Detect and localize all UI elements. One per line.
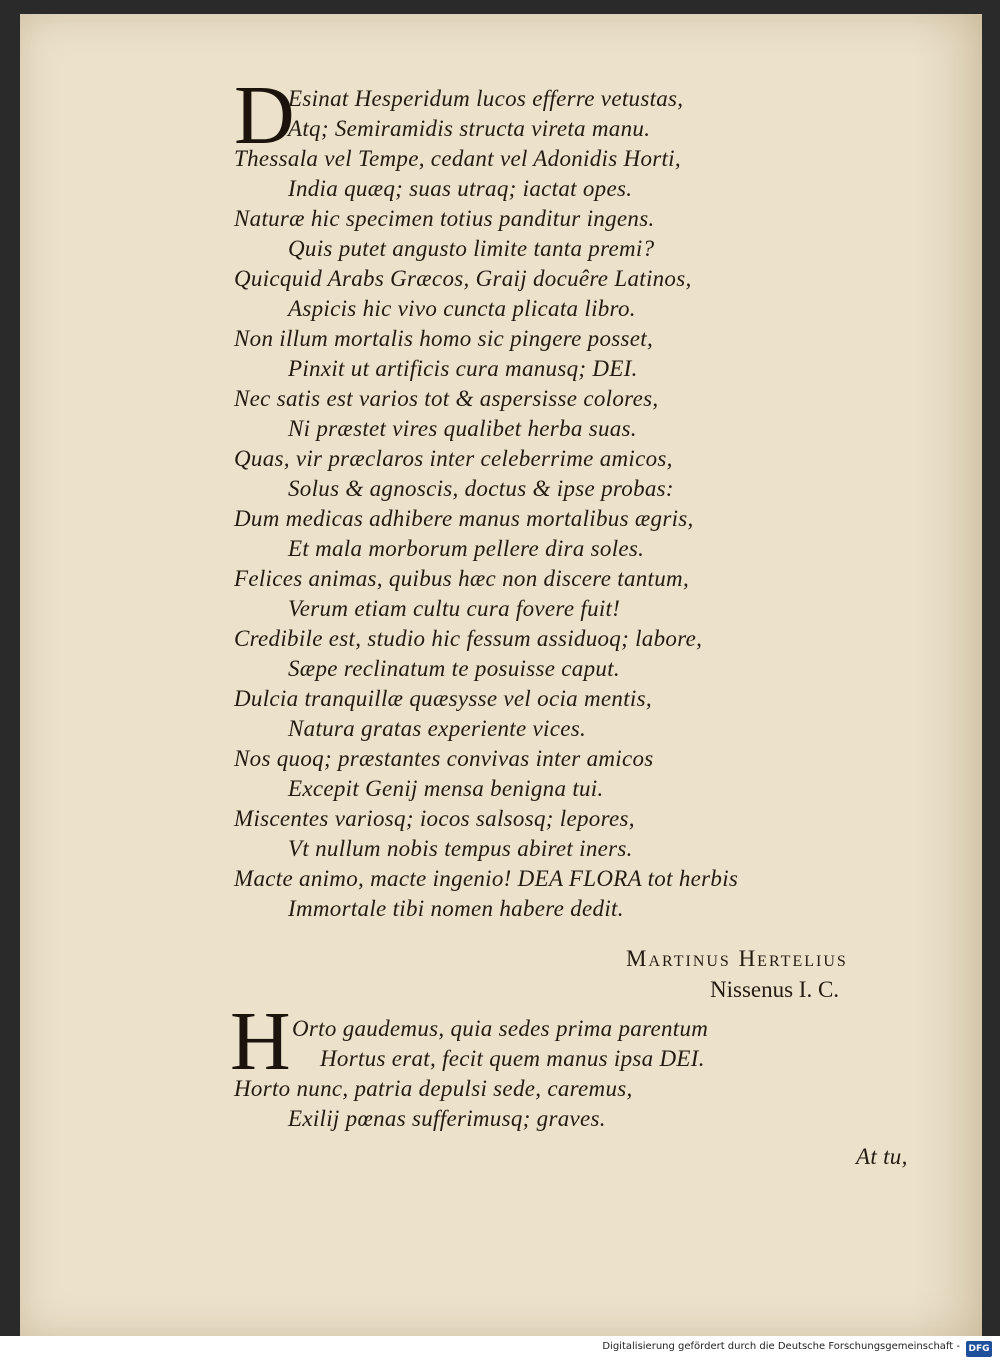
verse-line: Macte animo, macte ingenio! DEA FLORA tot herbis bbox=[234, 866, 739, 891]
verse-line: Dum medicas adhibere manus mortalibus ægris, bbox=[234, 506, 694, 531]
verse-line: Naturæ hic specimen totius panditur ingens. bbox=[234, 206, 655, 231]
verse-line: Pinxit ut artificis cura manusq; DEI. bbox=[288, 356, 638, 381]
signature-title: Nissenus I. C. bbox=[710, 977, 840, 1002]
verse-line: Horto nunc, patria depulsi sede, caremus, bbox=[234, 1076, 633, 1101]
verse-line: Miscentes variosq; iocos salsosq; lepores, bbox=[234, 806, 635, 831]
verse-line: Solus & agnoscis, doctus & ipse probas: bbox=[288, 476, 674, 501]
poem2-dropcap: H bbox=[230, 995, 291, 1088]
verse-line: Sæpe reclinatum te posuisse caput. bbox=[288, 656, 620, 681]
catchword: At tu, bbox=[856, 1144, 908, 1169]
verse-line: Felices animas, quibus hæc non discere tantum, bbox=[234, 566, 689, 591]
verse-line: Thessala vel Tempe, cedant vel Adonidis Horti, bbox=[234, 146, 681, 171]
verse-line: Esinat Hesperidum lucos efferre vetustas, bbox=[288, 86, 684, 111]
verse-line: Aspicis hic vivo cuncta plicata libro. bbox=[288, 296, 636, 321]
footer-credit: Digitalisierung gefördert durch die Deutsche Forschungsgemeinschaft - bbox=[602, 1341, 960, 1352]
verse-line: Credibile est, studio hic fessum assiduoq; labore, bbox=[234, 626, 703, 651]
page-edge-shading bbox=[912, 14, 982, 1336]
verse-line: Exilij pœnas sufferimusq; graves. bbox=[288, 1106, 606, 1131]
verse-line: Et mala morborum pellere dira soles. bbox=[288, 536, 645, 561]
verse-line: Natura gratas experiente vices. bbox=[288, 716, 587, 741]
poem1-dropcap: D bbox=[234, 69, 295, 162]
signature-name: Martinus Hertelius bbox=[626, 946, 848, 971]
verse-line: Nec satis est varios tot & aspersisse colores, bbox=[234, 386, 659, 411]
verse-line: Nos quoq; præstantes convivas inter amicos bbox=[234, 746, 654, 771]
verse-line: Ni præstet vires qualibet herba suas. bbox=[288, 416, 637, 441]
verse-line: Atq; Semiramidis structa vireta manu. bbox=[288, 116, 651, 141]
verse-line: India quæq; suas utraq; iactat opes. bbox=[288, 176, 633, 201]
verse-line: Quis putet angusto limite tanta premi? bbox=[288, 236, 655, 261]
verse-line: Quas, vir præclaros inter celeberrime amicos, bbox=[234, 446, 673, 471]
verse-line: Non illum mortalis homo sic pingere posset, bbox=[234, 326, 654, 351]
verse-line: Orto gaudemus, quia sedes prima parentum bbox=[292, 1016, 709, 1041]
verse-line: Excepit Genij mensa benigna tui. bbox=[288, 776, 604, 801]
book-page bbox=[20, 14, 982, 1336]
verse-line: Quicquid Arabs Græcos, Graij docuêre Latinos, bbox=[234, 266, 692, 291]
verse-line: Verum etiam cultu cura fovere fuit! bbox=[288, 596, 621, 621]
verse-line: Hortus erat, fecit quem manus ipsa DEI. bbox=[320, 1046, 705, 1071]
verse-line: Dulcia tranquillæ quæsysse vel ocia mentis, bbox=[234, 686, 652, 711]
dfg-logo-icon: DFG bbox=[966, 1341, 992, 1357]
footer-bar bbox=[0, 1336, 1000, 1362]
verse-line: Immortale tibi nomen habere dedit. bbox=[288, 896, 624, 921]
verse-line: Vt nullum nobis tempus abiret iners. bbox=[288, 836, 633, 861]
